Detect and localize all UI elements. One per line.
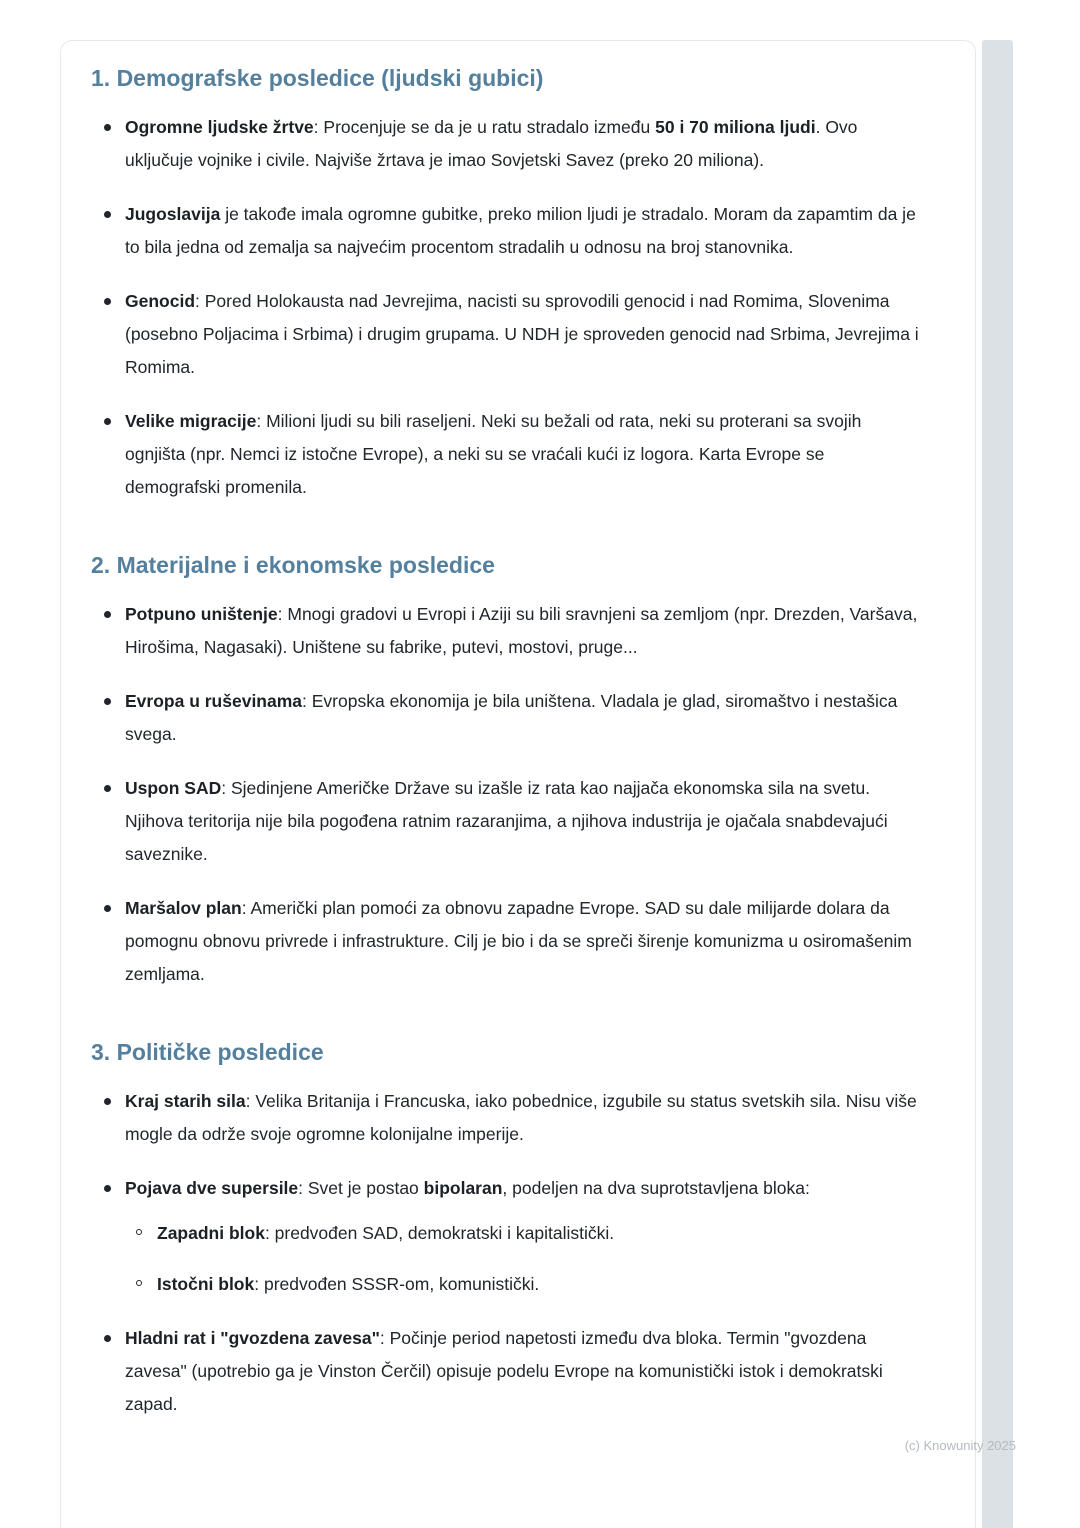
text: : Mnogi gradovi u Evropi i Aziji su bili sravnjeni sa zemljom (npr. Drezden, Varšava, Hirošima, Nagasaki). Uništene su fabrike, putevi, mostovi, pruge... (125, 604, 918, 657)
text: : Milioni ljudi su bili raseljeni. Neki su bežali od rata, neki su proterani sa svojih ognjišta (npr. Nemci iz istočne Evrope), a neki su se vraćali kući iz logora. Karta Evrope se demografski promenila. (125, 411, 862, 497)
bold-text: Kraj starih sila (125, 1091, 246, 1111)
bold-text: Ogromne ljudske žrtve (125, 117, 314, 137)
bold-text: Genocid (125, 291, 196, 311)
bold-text: Hladni rat i "gvozdena zavesa" (125, 1328, 380, 1348)
section-heading: 3. Političke posledice (91, 1039, 324, 1065)
bold-text: Pojava dve supersile (125, 1178, 299, 1198)
list-item (91, 1322, 919, 1421)
list-item (91, 198, 919, 264)
text: : Svet je postao (298, 1178, 424, 1198)
text: : Velika Britanija i Francuska, iako pobednice, izgubile su status svetskih sila. Nisu više mogle da održe svoje ogromne kolonijalne imperije. (125, 1091, 917, 1144)
bold-text: bipolaran (423, 1178, 503, 1198)
sub-list-item (125, 1217, 919, 1250)
bullet-list (91, 598, 919, 991)
bold-text: Istočni blok (157, 1274, 255, 1294)
watermark: (c) Knowunity 2025 (904, 1438, 1016, 1453)
bold-text: Jugoslavija (125, 204, 221, 224)
list-item (91, 892, 919, 991)
list-item (91, 285, 919, 384)
page-card (60, 40, 976, 1528)
bullet-list (91, 111, 919, 504)
bold-text: Zapadni blok (157, 1223, 265, 1243)
bold-text: Velike migracije (125, 411, 257, 431)
list-item (91, 1172, 919, 1301)
text: je takođe imala ogromne gubitke, preko milion ljudi je stradalo. Moram da zapamtim da je to bila jedna od zemalja sa najvećim procentom stradalih u odnosu na broj stanovnika. (125, 204, 916, 257)
text: : predvođen SAD, demokratski i kapitalistički. (264, 1223, 615, 1243)
list-item (91, 772, 919, 871)
sub-list-item (125, 1268, 919, 1301)
bold-text: Evropa u ruševinama (125, 691, 303, 711)
bold-text: Maršalov plan (125, 898, 242, 918)
list-item (91, 598, 919, 664)
scrollbar-track[interactable] (982, 40, 1013, 1528)
section-heading: 1. Demografske posledice (ljudski gubici) (91, 65, 544, 91)
sub-bullet-list (125, 1217, 919, 1301)
notes-content (61, 41, 975, 1421)
bullet-list (91, 1085, 919, 1421)
text: : Američki plan pomoći za obnovu zapadne Evrope. SAD su dale milijarde dolara da pomognu obnovu privrede i infrastrukture. Cilj je bio i da se spreči širenje komunizma u osiromašenim zemljama. (125, 898, 912, 984)
bold-text: Potpuno uništenje (125, 604, 278, 624)
bold-text: Uspon SAD (125, 778, 222, 798)
text: : predvođen SSSR-om, komunistički. (254, 1274, 540, 1294)
text: : Pored Holokausta nad Jevrejima, nacisti su sprovodili genocid i nad Romima, Slovenima (posebno Poljacima i Srbima) i drugim grupama. U NDH je sproveden genocid nad Srbima, Jevrejima i Romima. (125, 291, 919, 377)
text: . Ovo uključuje vojnike i civile. Najviše žrtava je imao Sovjetski Savez (preko 20 miliona). (125, 117, 858, 170)
text: : Procenjuje se da je u ratu stradalo između (313, 117, 656, 137)
text: : Sjedinjene Američke Države su izašle iz rata kao najjača ekonomska sila na svetu. Njihova teritorija nije bila pogođena ratnim razaranjima, a njihova industrija je ojačala snabdevajući saveznike. (125, 778, 888, 864)
text: : Počinje period napetosti između dva bloka. Termin "gvozdena zavesa" (upotrebio ga je Vinston Čerčil) opisuje podelu Evrope na komunistički istok i demokratski zapad. (125, 1328, 883, 1414)
list-item (91, 685, 919, 751)
text: : Evropska ekonomija je bila uništena. Vladala je glad, siromaštvo i nestašica svega. (125, 691, 898, 744)
text: , podeljen na dva suprotstavljena bloka: (502, 1178, 810, 1198)
section-heading: 2. Materijalne i ekonomske posledice (91, 552, 495, 578)
list-item (91, 111, 919, 177)
bold-text: 50 i 70 miliona ljudi (655, 117, 816, 137)
list-item (91, 405, 919, 504)
list-item (91, 1085, 919, 1151)
